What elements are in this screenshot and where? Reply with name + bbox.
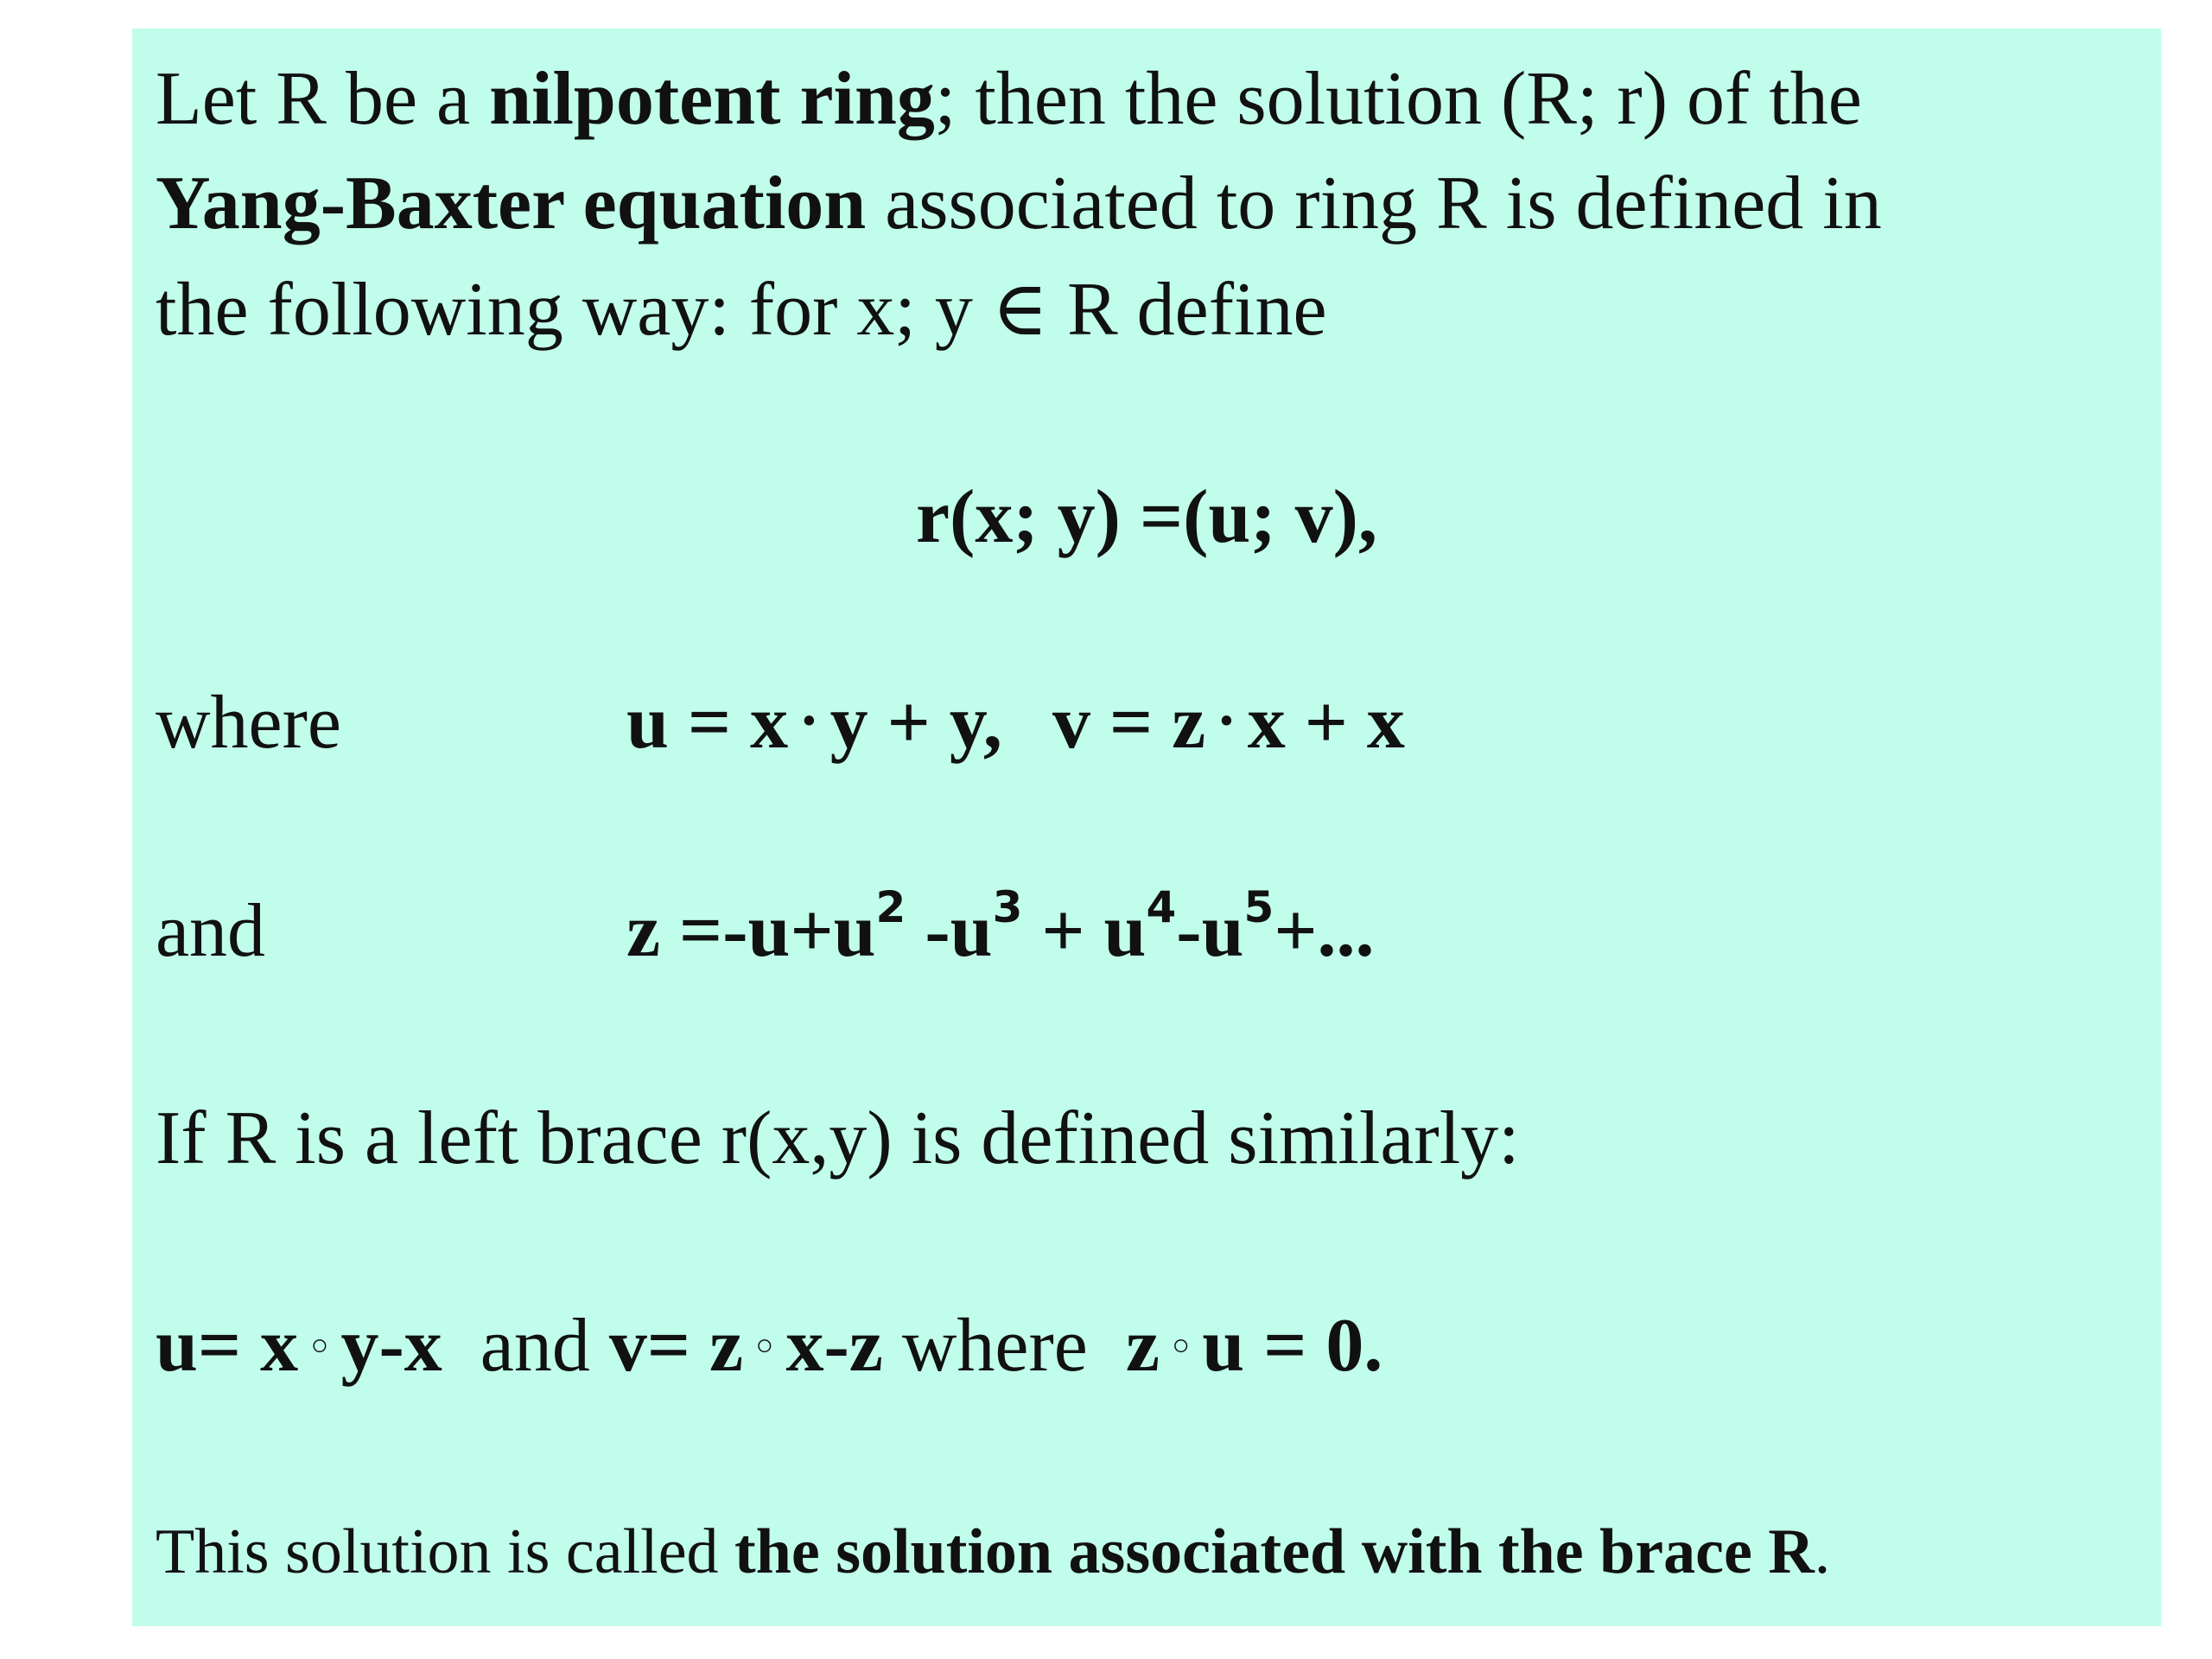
circle-operator: ◦ (751, 1321, 779, 1374)
connector-and: and (442, 1304, 609, 1388)
u-brace-formula: u= x (156, 1304, 299, 1388)
intro-text: ; then the solution (R; r) of the (934, 57, 1862, 141)
exponent: 5 (1243, 882, 1274, 932)
z-brace-formula: u = 0. (1202, 1304, 1383, 1388)
dot-operator: · (1216, 687, 1237, 754)
left-brace-statement: If R is a left brace r(x,y) is defined similarly: (156, 1096, 1520, 1180)
exponent: 3 (992, 882, 1023, 932)
z-series-term: -u (906, 889, 993, 973)
and-label: and (156, 889, 266, 973)
u-formula-right: y + y, (830, 681, 1002, 765)
exponent: 2 (875, 882, 906, 932)
intro-text: the following way: for x; y ∈ R define (156, 268, 1327, 352)
where-label: where (156, 681, 341, 765)
u-formula-left: u = x (626, 681, 789, 765)
v-formula-left: v = z (1052, 681, 1206, 765)
main-equation: r(x; y) =(u; v), (916, 475, 1377, 559)
conclusion-sentence (156, 1516, 1831, 1587)
conclusion-text: . (1814, 1516, 1831, 1587)
term-solution-associated-with-brace: the solution associated with the brace R (734, 1516, 1815, 1587)
intro-line-1 (156, 57, 1862, 141)
circle-operator: ◦ (1167, 1321, 1194, 1374)
intro-line-2 (156, 162, 1882, 245)
term-yang-baxter-equation: Yang-Baxter equation (156, 162, 867, 245)
circle-operator: ◦ (306, 1321, 334, 1374)
intro-text: Let R be a (156, 57, 490, 141)
intro-text: associated to ring R is defined in (866, 162, 1882, 245)
z-series-term: + u (1022, 889, 1147, 973)
z-series-term: +... (1274, 889, 1375, 973)
v-formula-right: x + x (1247, 681, 1405, 765)
exponent: 4 (1146, 882, 1177, 932)
dot-operator: · (798, 687, 820, 754)
z-brace-formula: z (1125, 1304, 1160, 1388)
slide-panel (132, 29, 2161, 1626)
v-brace-formula: v= z (608, 1304, 744, 1388)
connector-where: where (882, 1304, 1126, 1388)
intro-line-3 (156, 268, 1327, 352)
brace-formula (156, 1304, 1383, 1388)
conclusion-text: This solution is called (156, 1516, 735, 1587)
v-brace-formula: x-z (785, 1304, 883, 1388)
z-series-term: -u (1176, 889, 1244, 973)
term-nilpotent-ring: nilpotent ring (489, 57, 935, 141)
z-series-term: z =-u+u (626, 889, 876, 973)
z-series-formula (626, 882, 1375, 973)
u-brace-formula: y-x (340, 1304, 442, 1388)
uv-formula (626, 681, 1405, 765)
